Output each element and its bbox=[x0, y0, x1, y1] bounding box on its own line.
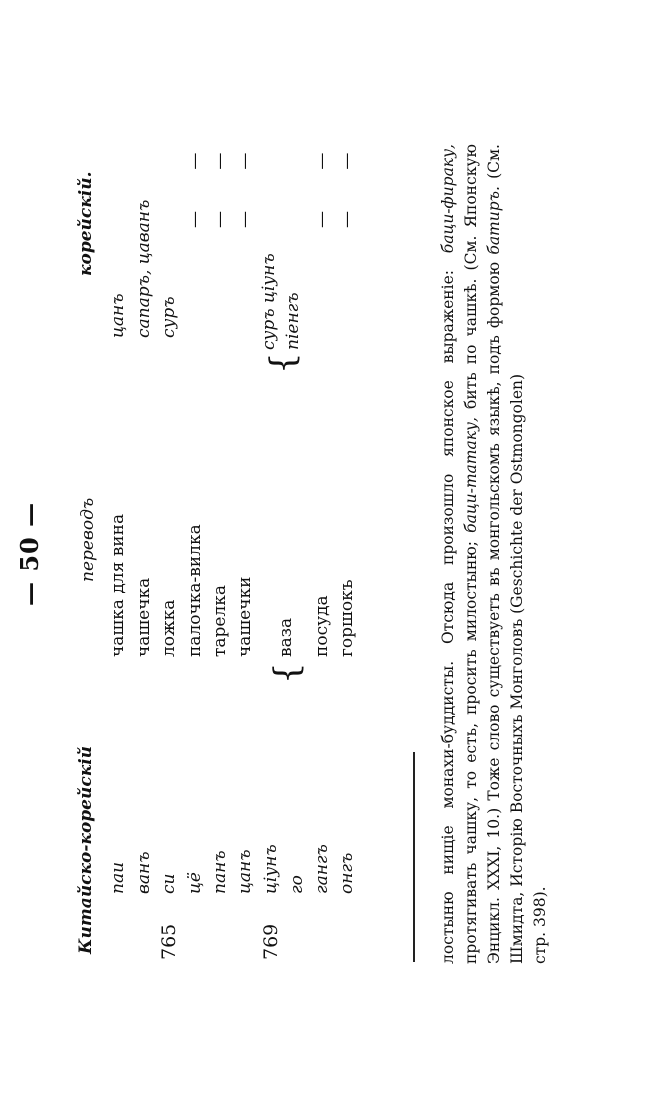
left-brace: { bbox=[267, 662, 307, 684]
footnote-text: (См. Шмидта, Исторiю Восточныхъ Монголовъ (Geschichte der Ostmongolen) bbox=[485, 144, 526, 964]
footnote-text: бить по чашкѣ. (См. Японскую Энцикл. XXXI, 10.) Тоже слово существуетъ въ монгольскомъ языкѣ, подъ формою bbox=[462, 144, 503, 964]
translation-chopstick: палочка-вилка bbox=[185, 524, 205, 657]
header-translation: переводъ bbox=[78, 497, 98, 582]
translation-spoon: ложка bbox=[159, 599, 179, 657]
footnote-term: бацu-татаку, bbox=[462, 417, 480, 533]
translation-small-cup: чашечка bbox=[134, 577, 154, 657]
entry-number-769: 769 bbox=[260, 923, 282, 960]
ditto-mark: — — bbox=[337, 134, 357, 228]
korean-tsan: цанъ bbox=[108, 293, 128, 338]
footnote-term: бацu-фuраку, bbox=[439, 144, 457, 254]
term-ong: онгъ bbox=[337, 852, 357, 894]
ditto-mark: — — bbox=[185, 134, 205, 228]
term-pan: панъ bbox=[210, 850, 230, 894]
entry-number-765: 765 bbox=[158, 923, 180, 960]
korean-pieng: пiенгъ bbox=[283, 292, 303, 350]
footnote bbox=[437, 144, 529, 964]
term-si: си bbox=[159, 873, 179, 894]
korean-sur: суръ bbox=[159, 296, 179, 338]
translation-small-cups: чашечки bbox=[235, 576, 255, 657]
korean-sapar-tsavan: сапаръ, цаванъ bbox=[134, 199, 154, 338]
footnote-term: батuръ. bbox=[485, 186, 503, 255]
term-pai: паи bbox=[108, 861, 128, 894]
footnote-rule bbox=[413, 752, 415, 962]
translation-cup-for-wine: чашка для вина bbox=[108, 513, 128, 657]
term-tsyo: цё bbox=[185, 872, 205, 894]
korean-sur-tsiun: суръ цiунъ bbox=[259, 253, 279, 350]
term-gang: гангъ bbox=[312, 844, 332, 894]
ditto-mark: — — bbox=[235, 134, 255, 228]
ditto-mark: — — bbox=[312, 134, 332, 228]
translation-dishes: посуда bbox=[312, 595, 332, 657]
footnote-page-ref: стр. 398). bbox=[531, 886, 549, 964]
page-number: — 50 — bbox=[15, 501, 44, 606]
translation-plate: тарелка bbox=[210, 584, 230, 657]
footnote-text: протягивать чашку, то есть, просить милостыню; bbox=[462, 532, 480, 964]
translation-vase: ваза bbox=[276, 617, 296, 657]
term-tsiun: цiунъ bbox=[261, 844, 281, 894]
footnote-text: лостыню нищіе монахи-буддисты. Отсюда произошло японское выраженіе: bbox=[439, 253, 457, 964]
translation-pot: горшокъ bbox=[337, 579, 357, 657]
right-brace: { bbox=[263, 352, 303, 374]
term-tsan: цанъ bbox=[235, 849, 255, 894]
header-sino-korean: Китайско-корейскій bbox=[76, 745, 96, 954]
header-korean: корейскій. bbox=[76, 171, 96, 276]
term-van: ванъ bbox=[134, 851, 154, 894]
term-go: го bbox=[287, 875, 307, 894]
ditto-mark: — — bbox=[210, 134, 230, 228]
